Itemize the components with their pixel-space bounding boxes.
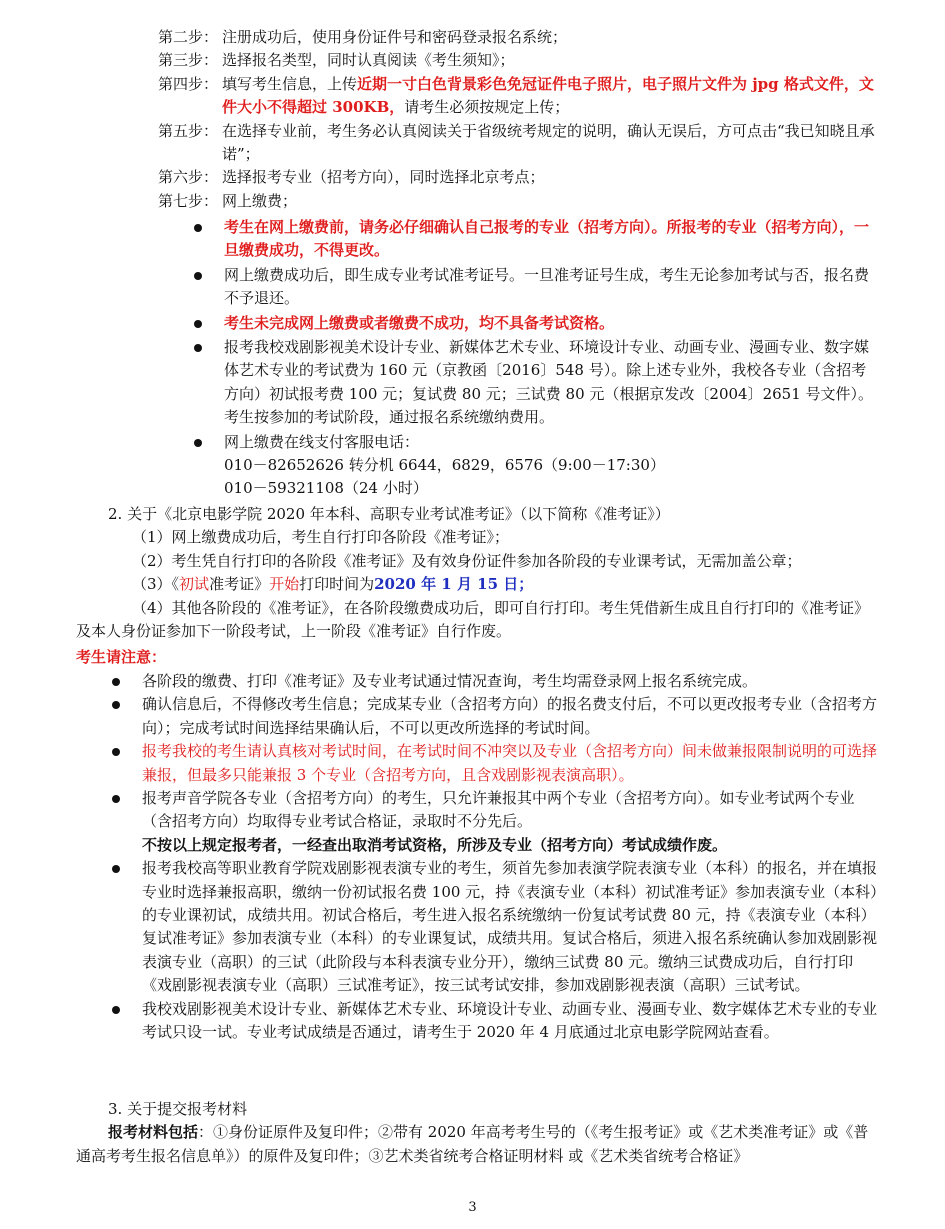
step-text-pre: 填写考生信息，上传 bbox=[222, 74, 358, 93]
bullet-icon bbox=[194, 272, 202, 280]
materials-text: ：①身份证原件及复印件；②带有 2020 年高考考生号的（《考生报考证》或《艺术类准考证》或《普通高考考生报名信息单》）的原件及复印件；③艺术类省统考合格证明材料 或《艺术类省统考合格证》 bbox=[76, 1123, 869, 1165]
support-label: 网上缴费在线支付客服电话： bbox=[224, 432, 420, 451]
section-item-4: （4）其他各阶段的《准考证》，在各阶段缴费成功后，即可自行打印。考生凭借新生成且自行打印的《准考证》及本人身份证参加下一阶段考试，上一阶段《准考证》自行作废。 bbox=[76, 598, 870, 641]
item3-part: （3）《 bbox=[132, 575, 180, 594]
list-item bbox=[108, 693, 880, 740]
list-item bbox=[108, 670, 880, 693]
step-7 bbox=[158, 190, 878, 213]
support-phone-1: 010－82652626 转分机 6644，6829，6576（9:00－17:30） bbox=[224, 456, 665, 475]
list-item bbox=[190, 264, 880, 311]
step-label: 第六步： bbox=[158, 168, 219, 187]
list-item bbox=[190, 431, 880, 501]
violation-warning: 不按以上规定报考者，一经查出取消考试资格，所涉及专业（招考方向）考试成绩作废。 bbox=[142, 835, 728, 854]
notice-bullet-list bbox=[108, 670, 880, 1045]
step-text: 注册成功后，使用身份证件号和密码登录报名系统； bbox=[222, 28, 568, 46]
item3-highlight-initial: 初试 bbox=[179, 575, 210, 594]
print-date: 2020 年 1 月 15 日； bbox=[374, 575, 534, 594]
notice-title: 考生请注意： bbox=[76, 648, 167, 666]
bullet-text: 考生未完成网上缴费或者缴费不成功，均不具备考试资格。 bbox=[224, 313, 615, 332]
bullet-icon bbox=[112, 795, 120, 803]
step-text bbox=[222, 73, 878, 120]
section-admission-ticket bbox=[76, 503, 882, 643]
bullet-icon bbox=[194, 224, 202, 232]
bullet-icon bbox=[112, 748, 120, 756]
item3-part: 打印时间为 bbox=[299, 575, 375, 594]
step-6 bbox=[158, 166, 878, 189]
registration-steps bbox=[158, 26, 878, 213]
support-phone-2: 010－59321108（24 小时） bbox=[224, 479, 428, 498]
list-item bbox=[190, 312, 880, 335]
bullet-text: 报考我校高等职业教育学院戏剧影视表演专业的考生，须首先参加表演学院表演专业（本科）的报名，并在填报专业时选择兼报高职，缴纳一份初试报名费 100 元，持《表演专业（本科）初试准考证》参加表演专业（本科）的专业课初试，成绩共用。初试合格后，考生进入报名系统缴纳一份复试考试费 80 元，持《表演专业（本科）复试准考证》参加表演专业（本科）的专业课复试，成绩共用。复试合格后，须进入报名系统确认参加戏剧影视表演专业（高职）的三试（此阶段与本科表演专业分开），缴纳三试费 80 元。缴纳三试费成功后，自行打印《戏剧影视表演专业（高职）三试准考证》，按三试考试安排，参加戏剧影视表演（高职）三试考试。 bbox=[142, 859, 878, 995]
bullet-text: 报考我校的考生请认真核对考试时间，在考试时间不冲突以及专业（含招考方向）间未做兼报限制说明的可选择兼报，但最多只能兼报 3 个专业（含招考方向，且含戏剧影视表演高职）。 bbox=[142, 742, 878, 784]
bullet-icon bbox=[112, 1006, 120, 1014]
list-item bbox=[108, 787, 880, 834]
section-heading: 3. 关于提交报考材料 bbox=[108, 1100, 248, 1118]
bullet-text: 网上缴费成功后，即生成专业考试准考证号。一旦准考证号生成，考生无论参加考试与否，报名费不予退还。 bbox=[224, 265, 870, 308]
photo-requirement-highlight: 近期一寸白色背景彩色免冠证件电子照片，电子照片文件为 jpg 格式文件，文件大小不得超过 300KB， bbox=[222, 74, 874, 117]
step-text: 选择报考专业（招考方向），同时选择北京考点； bbox=[222, 168, 545, 187]
step-4 bbox=[158, 73, 878, 120]
bullet-text: 报考声音学院各专业（含招考方向）的考生，只允许兼报其中两个专业（含招考方向）。如专业考试两个专业（含招考方向）均取得专业考试合格证，录取时不分先后。 bbox=[142, 789, 855, 831]
list-item bbox=[190, 216, 880, 263]
step-text: 选择报名类型，同时认真阅读《考生须知》； bbox=[222, 51, 515, 70]
step-label: 第二步： bbox=[158, 28, 219, 46]
section-heading: 2. 关于《北京电影学院 2020 年本科、高职专业考试准考证》（以下简称《准考证》） bbox=[108, 505, 670, 523]
materials-lead: 报考材料包括 bbox=[108, 1123, 199, 1142]
step-label: 第五步： bbox=[158, 121, 219, 140]
payment-bullet-list bbox=[190, 216, 880, 502]
step-label: 第三步： bbox=[158, 51, 219, 70]
bullet-icon bbox=[112, 865, 120, 873]
step-label: 第七步： bbox=[158, 191, 219, 210]
step-text: 网上缴费； bbox=[222, 191, 298, 210]
bullet-text: 我校戏剧影视美术设计专业、新媒体艺术专业、环境设计专业、动画专业、漫画专业、数字媒体艺术专业的专业考试只设一试。专业考试成绩是否通过，请考生于 2020 年 4 月底通过北京电影学院网站查看。 bbox=[142, 999, 878, 1042]
step-3 bbox=[158, 49, 878, 72]
item3-part: 准考证》 bbox=[209, 575, 270, 594]
bullet-text: 确认信息后，不得修改考生信息；完成某专业（含招考方向）的报名费支付后，不可以更改报考专业（含招考方向）；完成考试时间选择结果确认后，不可以更改所选择的考试时间。 bbox=[142, 695, 878, 737]
step-text: 在选择专业前，考生务必认真阅读关于省级统考规定的说明，确认无误后，方可点击“我已知晓且承诺”； bbox=[222, 121, 875, 164]
section-item-1: （1）网上缴费成功后，考生自行打印各阶段《准考证》； bbox=[132, 528, 510, 547]
bullet-text: 各阶段的缴费、打印《准考证》及专业考试通过情况查询，考生均需登录网上报名系统完成。 bbox=[142, 672, 758, 690]
section-item-3 bbox=[76, 573, 882, 596]
item3-highlight-start: 开始 bbox=[269, 575, 300, 594]
step-2 bbox=[158, 26, 878, 49]
materials-paragraph bbox=[76, 1121, 882, 1168]
step-5 bbox=[158, 120, 878, 167]
page-number: 3 bbox=[468, 1200, 477, 1215]
section-item-2: （2）考生凭自行打印的各阶段《准考证》及有效身份证件参加各阶段的专业课考试，无需加盖公章； bbox=[132, 551, 802, 570]
bullet-icon bbox=[194, 344, 202, 352]
bullet-icon bbox=[112, 701, 120, 709]
list-item bbox=[190, 336, 880, 430]
bullet-icon bbox=[194, 320, 202, 328]
list-item bbox=[108, 998, 880, 1045]
step-text-post: 请考生必须按规定上传； bbox=[404, 98, 570, 117]
section-materials bbox=[76, 1098, 882, 1168]
list-item bbox=[108, 740, 880, 787]
bullet-text: 报考我校戏剧影视美术设计专业、新媒体艺术专业、环境设计专业、动画专业、漫画专业、数字媒体艺术专业的考试费为 160 元（京教函〔2016〕548 号）。除上述专业外，我校各专业（含招考方向）初试报考费 100 元；复试费 80 元；三试费 80 元（根据京发改〔2004〕2651 号文件）。考生按参加的考试阶段，通过报名系统缴纳费用。 bbox=[224, 338, 874, 427]
list-item bbox=[108, 857, 880, 997]
step-label: 第四步： bbox=[158, 74, 219, 93]
bullet-icon bbox=[112, 678, 120, 686]
bullet-text: 考生在网上缴费前，请务必仔细确认自己报考的专业（招考方向）。所报考的专业（招考方向），一旦缴费成功，不得更改。 bbox=[224, 218, 870, 260]
bullet-icon bbox=[194, 439, 202, 447]
